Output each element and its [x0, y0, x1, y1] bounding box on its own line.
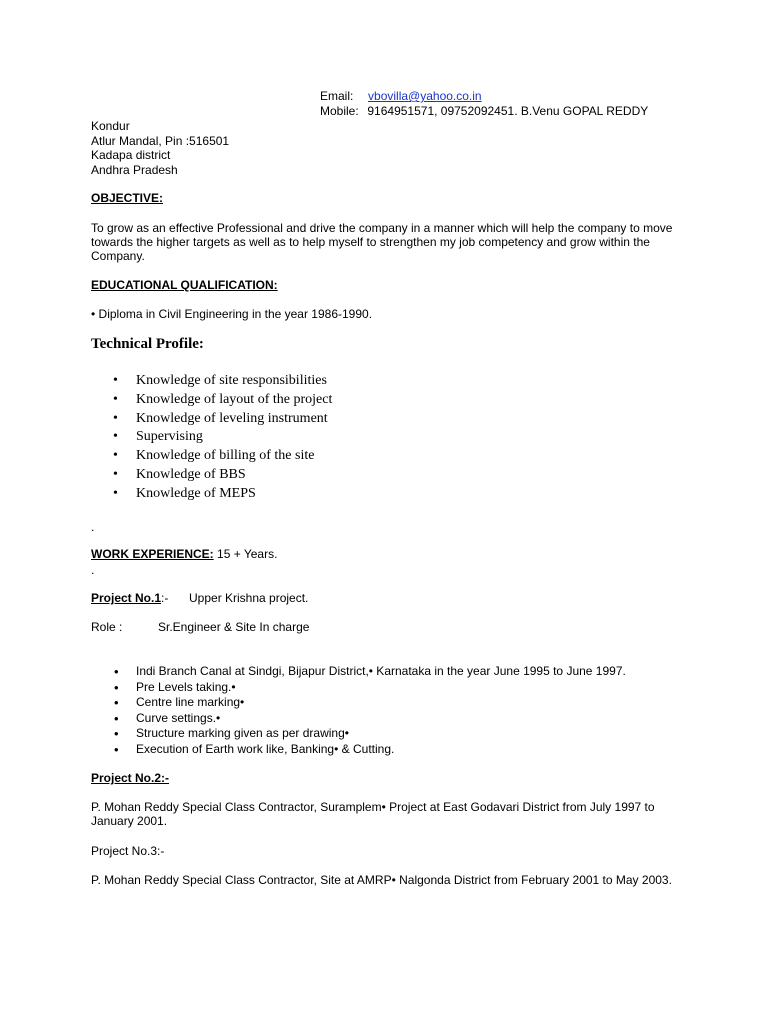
- project2-text: P. Mohan Reddy Special Class Contractor, Suramplem• Project at East Godavari District from July 1997 to January 2001.: [91, 800, 655, 828]
- list-item: • Knowledge of BBS: [91, 466, 332, 485]
- project1-name: Upper Krishna project.: [189, 591, 309, 605]
- education-item: • Diploma in Civil Engineering in the year 1986-1990.: [91, 307, 373, 321]
- address-block: [91, 119, 229, 177]
- role-value: Sr.Engineer & Site In charge: [158, 620, 310, 634]
- work-experience-line: [91, 547, 277, 561]
- list-item: • Knowledge of leveling instrument: [91, 410, 332, 429]
- objective-text: To grow as an effective Professional and drive the company in a manner which will help the company to move towards the higher targets as well as to help myself to strengthen my job competency and grow within the Company.: [91, 221, 673, 263]
- address-line: Atlur Mandal, Pin :516501: [91, 133, 230, 148]
- list-item: • Centre line marking•: [91, 695, 626, 711]
- work-experience-value: 15 + Years.: [213, 547, 278, 561]
- project3-text: P. Mohan Reddy Special Class Contractor, Site at AMRP• Nalgonda District from February 2001 to May 2003.: [91, 873, 672, 887]
- role-label: Role :: [91, 620, 123, 634]
- mobile-line: [320, 104, 648, 118]
- email-line: [320, 89, 482, 103]
- list-item: • Indi Branch Canal at Sindgi, Bijapur District,• Karnataka in the year June 1995 to June 1997.: [91, 664, 626, 680]
- mobile-value: 9164951571, 09752092451. B.Venu GOPAL REDDY: [367, 104, 649, 118]
- project1-label: Project No.1: [91, 591, 162, 605]
- technical-heading: Technical Profile:: [91, 336, 204, 352]
- address-line: Kondur: [91, 119, 130, 133]
- project3-label: Project No.3:-: [91, 844, 165, 858]
- list-item: • Knowledge of layout of the project: [91, 391, 332, 410]
- project1-list: [91, 664, 626, 758]
- list-item: • Knowledge of MEPS: [91, 485, 332, 504]
- list-item: • Execution of Earth work like, Banking• & Cutting.: [91, 742, 626, 758]
- email-link[interactable]: vbovilla@yahoo.co.in: [368, 89, 482, 103]
- list-item: • Supervising: [91, 428, 332, 447]
- address-line: Andhra Pradesh: [91, 162, 178, 177]
- address-line: Kadapa district: [91, 148, 171, 162]
- education-heading: EDUCATIONAL QUALIFICATION:: [91, 278, 278, 292]
- list-item: • Knowledge of site responsibilities: [91, 372, 332, 391]
- separator-dot: .: [91, 563, 95, 577]
- list-item: • Pre Levels taking.•: [91, 680, 626, 696]
- technical-list: [91, 372, 332, 504]
- project1-line: [91, 591, 168, 605]
- list-item: • Structure marking given as per drawing•: [91, 726, 626, 742]
- objective-heading: OBJECTIVE:: [91, 191, 164, 205]
- list-item: • Knowledge of billing of the site: [91, 447, 332, 466]
- email-label: Email:: [320, 89, 354, 103]
- list-item: • Curve settings.•: [91, 711, 626, 727]
- project1-sep: :-: [161, 591, 169, 605]
- project2-label: Project No.2:-: [91, 771, 170, 785]
- work-experience-heading: WORK EXPERIENCE:: [91, 547, 214, 561]
- separator-dot: .: [91, 520, 95, 534]
- mobile-label: Mobile:: [320, 104, 359, 118]
